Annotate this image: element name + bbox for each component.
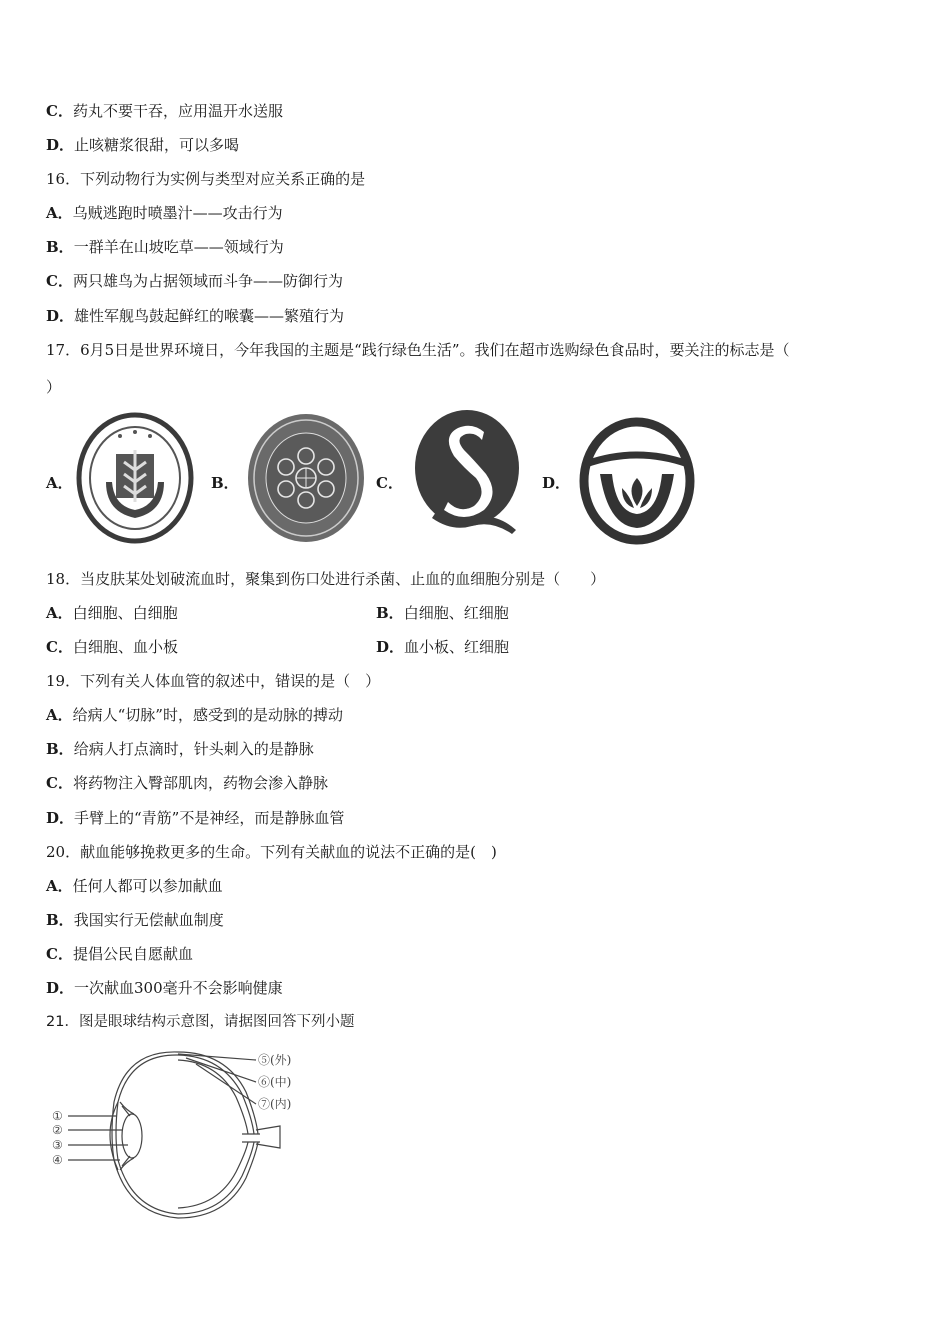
- option-text: 白细胞、白细胞: [72, 604, 178, 622]
- green-v-logo-d: [578, 416, 696, 546]
- option-text: 将药物注入臀部肌肉，药物会渗入静脉: [72, 774, 328, 792]
- option-label: B．: [46, 911, 74, 929]
- option-text: 止咳糖浆很甜，可以多喝: [74, 136, 240, 154]
- option-text: 一群羊在山坡吃草——领域行为: [73, 238, 284, 256]
- option-label: C．: [46, 638, 73, 656]
- option-text: 给病人“切脉”时，感受到的是动脉的搏动: [72, 706, 343, 724]
- q19-option-c: [46, 773, 328, 793]
- label-3: ③: [52, 1138, 63, 1152]
- option-label: B．: [46, 238, 74, 256]
- q20-stem: 20．献血能够挽救更多的生命。下列有关献血的说法不正确的是( ): [46, 843, 497, 861]
- option-label: A．: [46, 604, 73, 622]
- q19-stem: 19．下列有关人体血管的叙述中，错误的是（ ）: [46, 672, 381, 690]
- option-text: 雄性军舰鸟鼓起鲜红的喉囊——繁殖行为: [74, 307, 345, 325]
- qs-logo-c: [412, 406, 522, 540]
- label-outer: ⑤(外): [258, 1053, 292, 1067]
- option-text: 给病人打点滴时，针头刺入的是静脉: [73, 740, 314, 758]
- option-label: C．: [46, 272, 73, 290]
- option-text: 两只雄鸟为占据领域而斗争——防御行为: [72, 272, 343, 290]
- q20-option-c: [46, 944, 193, 964]
- q17-stem: 17．6月5日是世界环境日，今年我国的主题是“践行绿色生活”。我们在超市选购绿色食品时，要关注的标志是（: [46, 341, 790, 359]
- option-text: 手臂上的“青筋”不是神经，而是静脉血管: [74, 809, 345, 827]
- option-label: C．: [46, 945, 73, 963]
- q17-stem-end: ）: [46, 378, 62, 396]
- option-text: 一次献血300毫升不会影响健康: [74, 979, 283, 997]
- option-text: 我国实行无偿献血制度: [73, 911, 224, 929]
- q16-option-b: [46, 237, 284, 257]
- option-label: A．: [46, 877, 73, 895]
- q18-option-c: [46, 637, 178, 657]
- option-text: 提倡公民自愿献血: [72, 945, 193, 963]
- label-middle: ⑥(中): [258, 1075, 292, 1089]
- label-1: ①: [52, 1109, 63, 1123]
- q16-option-d: [46, 306, 344, 326]
- certification-seal-logo-b: [246, 412, 366, 544]
- q17-label-c: C．: [376, 474, 403, 492]
- q20-option-a: [46, 876, 223, 896]
- q18-option-d: [376, 637, 509, 657]
- q15-option-c: [46, 101, 283, 121]
- eyeball-diagram: [46, 1042, 316, 1227]
- option-label: D．: [46, 136, 75, 154]
- q18-stem: 18．当皮肤某处划破流血时，聚集到伤口处进行杀菌、止血的血细胞分别是（ ）: [46, 570, 606, 588]
- option-text: 乌贼逃跑时喷墨汁——攻击行为: [72, 204, 283, 222]
- option-text: 药丸不要干吞，应用温开水送服: [72, 102, 283, 120]
- option-text: 任何人都可以参加献血: [72, 877, 223, 895]
- option-label: D．: [46, 979, 75, 997]
- label-2: ②: [52, 1123, 63, 1137]
- option-label: A．: [46, 204, 73, 222]
- q19-option-b: [46, 739, 314, 759]
- q19-option-a: [46, 705, 343, 725]
- q18-option-a: [46, 603, 178, 623]
- option-text: 血小板、红细胞: [404, 638, 510, 656]
- q15-option-d: [46, 135, 239, 155]
- option-label: D．: [46, 809, 75, 827]
- option-label: D．: [376, 638, 405, 656]
- option-text: 白细胞、血小板: [72, 638, 178, 656]
- q16-stem: 16．下列动物行为实例与类型对应关系正确的是: [46, 170, 366, 188]
- q18-option-b: [376, 603, 509, 623]
- option-label: B．: [46, 740, 74, 758]
- label-inner: ⑦(内): [258, 1097, 292, 1111]
- q17-label-d: D．: [542, 474, 571, 492]
- q16-option-c: [46, 271, 343, 291]
- green-food-logo-a: [76, 412, 194, 544]
- option-label: A．: [46, 706, 73, 724]
- q17-label-b: B．: [211, 474, 239, 492]
- q16-option-a: [46, 203, 283, 223]
- option-label: C．: [46, 774, 73, 792]
- label-4: ④: [52, 1153, 63, 1167]
- option-label: C．: [46, 102, 73, 120]
- q20-option-b: [46, 910, 224, 930]
- q20-option-d: [46, 978, 283, 998]
- q21-stem: 21．图是眼球结构示意图，请据图回答下列小题: [46, 1014, 355, 1030]
- q19-option-d: [46, 808, 344, 828]
- option-text: 白细胞、红细胞: [403, 604, 509, 622]
- option-label: B．: [376, 604, 404, 622]
- q17-label-a: A．: [46, 474, 73, 492]
- option-label: D．: [46, 307, 75, 325]
